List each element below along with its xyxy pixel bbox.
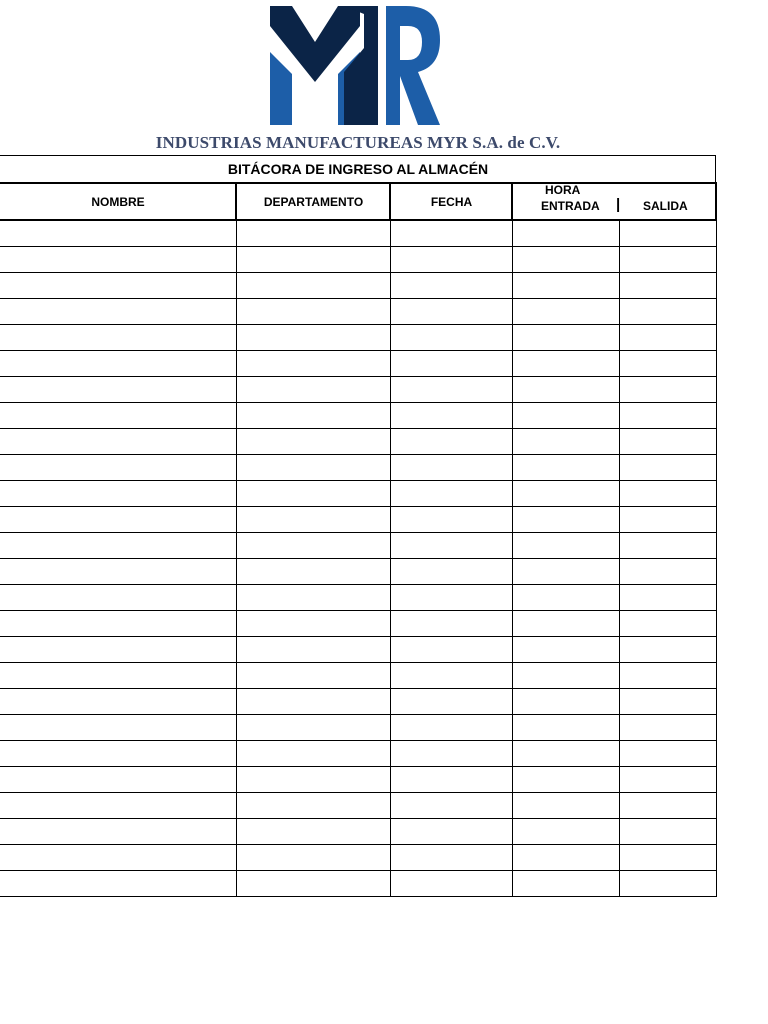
cell-nombre[interactable] <box>0 325 236 350</box>
cell-nombre[interactable] <box>0 741 236 766</box>
table-row <box>0 611 717 637</box>
logo-m-left <box>270 52 292 125</box>
cell-entrada[interactable] <box>512 689 619 714</box>
cell-salida[interactable] <box>619 637 717 662</box>
cell-nombre[interactable] <box>0 793 236 818</box>
cell-departamento[interactable] <box>236 481 390 506</box>
column-header-salida: SALIDA <box>643 199 688 213</box>
table-row <box>0 377 717 403</box>
table-row <box>0 507 717 533</box>
cell-entrada[interactable] <box>512 637 619 662</box>
cell-nombre[interactable] <box>0 663 236 688</box>
cell-nombre[interactable] <box>0 871 236 896</box>
table-row <box>0 819 717 845</box>
cell-departamento[interactable] <box>236 533 390 558</box>
cell-entrada[interactable] <box>512 403 619 428</box>
cell-salida[interactable] <box>619 351 717 376</box>
cell-fecha[interactable] <box>390 299 512 324</box>
cell-salida[interactable] <box>619 741 717 766</box>
cell-departamento[interactable] <box>236 299 390 324</box>
cell-departamento[interactable] <box>236 325 390 350</box>
cell-fecha[interactable] <box>390 455 512 480</box>
table-row <box>0 403 717 429</box>
cell-fecha[interactable] <box>390 793 512 818</box>
cell-nombre[interactable] <box>0 637 236 662</box>
cell-nombre[interactable] <box>0 559 236 584</box>
cell-departamento[interactable] <box>236 845 390 870</box>
cell-fecha[interactable] <box>390 403 512 428</box>
cell-nombre[interactable] <box>0 247 236 272</box>
cell-nombre[interactable] <box>0 481 236 506</box>
cell-fecha[interactable] <box>390 559 512 584</box>
cell-nombre[interactable] <box>0 585 236 610</box>
cell-entrada[interactable] <box>512 585 619 610</box>
cell-salida[interactable] <box>619 715 717 740</box>
cell-salida[interactable] <box>619 793 717 818</box>
cell-nombre[interactable] <box>0 767 236 792</box>
cell-salida[interactable] <box>619 325 717 350</box>
table-row <box>0 689 717 715</box>
cell-nombre[interactable] <box>0 819 236 844</box>
cell-entrada[interactable] <box>512 663 619 688</box>
cell-fecha[interactable] <box>390 533 512 558</box>
cell-entrada[interactable] <box>512 429 619 454</box>
cell-salida[interactable] <box>619 845 717 870</box>
cell-departamento[interactable] <box>236 559 390 584</box>
cell-fecha[interactable] <box>390 585 512 610</box>
column-header-hora: HORA <box>545 183 581 197</box>
cell-fecha[interactable] <box>390 351 512 376</box>
cell-entrada[interactable] <box>512 793 619 818</box>
column-header-fecha: FECHA <box>430 194 473 209</box>
cell-entrada[interactable] <box>512 247 619 272</box>
cell-nombre[interactable] <box>0 403 236 428</box>
table-row <box>0 247 717 273</box>
cell-salida[interactable] <box>619 221 717 246</box>
cell-nombre[interactable] <box>0 715 236 740</box>
cell-entrada[interactable] <box>512 325 619 350</box>
cell-entrada[interactable] <box>512 377 619 402</box>
table-row <box>0 741 717 767</box>
cell-departamento[interactable] <box>236 429 390 454</box>
column-header-separator: | <box>616 196 621 213</box>
cell-fecha[interactable] <box>390 715 512 740</box>
cell-fecha[interactable] <box>390 377 512 402</box>
cell-fecha[interactable] <box>390 767 512 792</box>
cell-departamento[interactable] <box>236 273 390 298</box>
cell-departamento[interactable] <box>236 767 390 792</box>
cell-nombre[interactable] <box>0 845 236 870</box>
table-row <box>0 637 717 663</box>
cell-entrada[interactable] <box>512 559 619 584</box>
cell-salida[interactable] <box>619 455 717 480</box>
cell-nombre[interactable] <box>0 221 236 246</box>
table-row <box>0 325 717 351</box>
cell-departamento[interactable] <box>236 871 390 896</box>
form-title: BITÁCORA DE INGRESO AL ALMACÉN <box>227 161 489 177</box>
cell-salida[interactable] <box>619 299 717 324</box>
table-row <box>0 871 717 897</box>
cell-entrada[interactable] <box>512 221 619 246</box>
cell-fecha[interactable] <box>390 325 512 350</box>
cell-salida[interactable] <box>619 585 717 610</box>
cell-nombre[interactable] <box>0 533 236 558</box>
company-name: INDUSTRIAS MANUFACTUREAS MYR S.A. de C.V. <box>155 133 561 152</box>
cell-entrada[interactable] <box>512 767 619 792</box>
cell-fecha[interactable] <box>390 637 512 662</box>
table-row <box>0 845 717 871</box>
cell-nombre[interactable] <box>0 299 236 324</box>
cell-departamento[interactable] <box>236 663 390 688</box>
cell-nombre[interactable] <box>0 689 236 714</box>
cell-salida[interactable] <box>619 507 717 532</box>
cell-fecha[interactable] <box>390 871 512 896</box>
table-row <box>0 429 717 455</box>
table-row <box>0 299 717 325</box>
table-row <box>0 533 717 559</box>
cell-fecha[interactable] <box>390 247 512 272</box>
cell-nombre[interactable] <box>0 429 236 454</box>
cell-entrada[interactable] <box>512 819 619 844</box>
cell-fecha[interactable] <box>390 507 512 532</box>
cell-departamento[interactable] <box>236 715 390 740</box>
cell-salida[interactable] <box>619 611 717 636</box>
cell-fecha[interactable] <box>390 221 512 246</box>
logo-r <box>386 6 440 125</box>
cell-salida[interactable] <box>619 559 717 584</box>
cell-entrada[interactable] <box>512 299 619 324</box>
cell-salida[interactable] <box>619 247 717 272</box>
cell-nombre[interactable] <box>0 273 236 298</box>
cell-entrada[interactable] <box>512 871 619 896</box>
cell-departamento[interactable] <box>236 377 390 402</box>
cell-fecha[interactable] <box>390 611 512 636</box>
cell-departamento[interactable] <box>236 611 390 636</box>
table-row <box>0 793 717 819</box>
cell-departamento[interactable] <box>236 221 390 246</box>
cell-entrada[interactable] <box>512 351 619 376</box>
cell-salida[interactable] <box>619 377 717 402</box>
cell-nombre[interactable] <box>0 351 236 376</box>
cell-departamento[interactable] <box>236 585 390 610</box>
cell-salida[interactable] <box>619 871 717 896</box>
cell-fecha[interactable] <box>390 689 512 714</box>
cell-nombre[interactable] <box>0 377 236 402</box>
cell-entrada[interactable] <box>512 455 619 480</box>
cell-entrada[interactable] <box>512 611 619 636</box>
cell-departamento[interactable] <box>236 507 390 532</box>
cell-salida[interactable] <box>619 689 717 714</box>
cell-salida[interactable] <box>619 273 717 298</box>
cell-departamento[interactable] <box>236 351 390 376</box>
cell-salida[interactable] <box>619 663 717 688</box>
table-row <box>0 481 717 507</box>
cell-departamento[interactable] <box>236 689 390 714</box>
cell-departamento[interactable] <box>236 455 390 480</box>
cell-departamento[interactable] <box>236 247 390 272</box>
cell-entrada[interactable] <box>512 481 619 506</box>
cell-fecha[interactable] <box>390 481 512 506</box>
cell-nombre[interactable] <box>0 455 236 480</box>
cell-salida[interactable] <box>619 533 717 558</box>
cell-departamento[interactable] <box>236 793 390 818</box>
cell-salida[interactable] <box>619 481 717 506</box>
cell-salida[interactable] <box>619 403 717 428</box>
cell-entrada[interactable] <box>512 715 619 740</box>
table-row <box>0 455 717 481</box>
cell-entrada[interactable] <box>512 845 619 870</box>
cell-salida[interactable] <box>619 767 717 792</box>
header-divider <box>511 182 513 221</box>
cell-entrada[interactable] <box>512 741 619 766</box>
table-row <box>0 663 717 689</box>
table-row <box>0 351 717 377</box>
cell-departamento[interactable] <box>236 637 390 662</box>
table-row <box>0 715 717 741</box>
cell-salida[interactable] <box>619 429 717 454</box>
table-row <box>0 585 717 611</box>
column-header-entrada: ENTRADA <box>541 199 600 213</box>
cell-fecha[interactable] <box>390 429 512 454</box>
column-header-departamento: DEPARTAMENTO <box>263 194 364 209</box>
table-row <box>0 559 717 585</box>
table-row <box>0 767 717 793</box>
cell-fecha[interactable] <box>390 663 512 688</box>
cell-nombre[interactable] <box>0 507 236 532</box>
table-row <box>0 273 717 299</box>
cell-fecha[interactable] <box>390 819 512 844</box>
cell-fecha[interactable] <box>390 273 512 298</box>
cell-entrada[interactable] <box>512 533 619 558</box>
cell-entrada[interactable] <box>512 273 619 298</box>
cell-fecha[interactable] <box>390 741 512 766</box>
cell-nombre[interactable] <box>0 611 236 636</box>
cell-departamento[interactable] <box>236 819 390 844</box>
column-header-nombre: NOMBRE <box>91 194 145 209</box>
cell-departamento[interactable] <box>236 741 390 766</box>
cell-fecha[interactable] <box>390 845 512 870</box>
company-logo <box>268 4 442 126</box>
cell-entrada[interactable] <box>512 507 619 532</box>
table-row <box>0 221 717 247</box>
cell-departamento[interactable] <box>236 403 390 428</box>
cell-salida[interactable] <box>619 819 717 844</box>
